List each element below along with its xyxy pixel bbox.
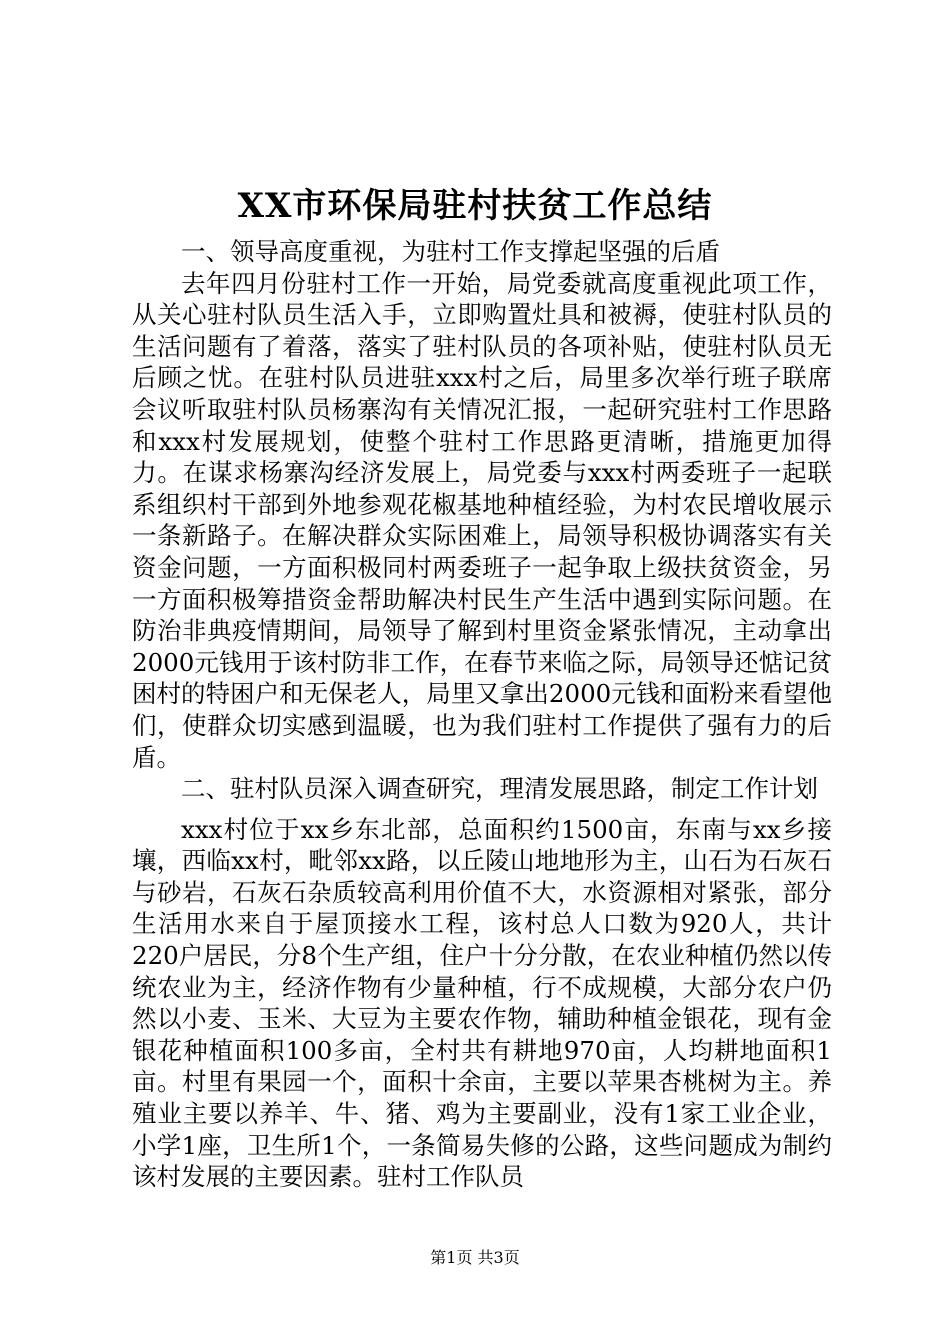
page-footer: 第1页 共3页 — [430, 1248, 520, 1267]
section-heading-1: 一、领导高度重视，为驻村工作支撑起坚强的后盾 — [181, 237, 720, 266]
section-heading-2: 二、驻村队员深入调查研究，理清发展思路，制定工作计划 — [181, 774, 818, 804]
document-body — [132, 236, 832, 1193]
body-paragraph-2: xxx村位于xx乡东北部，总面积约1500亩，东南与xx乡接壤，西临xx村，毗邻xx路，以丘陵山地地形为主，山石为石灰石与砂岩，石灰石杂质较高利用价值不大，水资源相对紧张，部分生活用水来自于屋顶接水工程，该村总人口数为920人，共计220户居民，分8个生产组，住户十分分散，在农业种植仍然以传统农业为主，经济作物有少量种植，行不成规模，大部分农户仍然以小麦、玉米、大豆为主要农作物，辅助种植金银花，现有金银花种植面积100多亩，全村共有耕地970亩，人均耕地面积1亩。村里有果园一个，面积十余亩，主要以苹果杏桃树为主。养殖业主要以养羊、牛、猪、鸡为主要副业，没有1家工业企业，小学1座，卫生所1个，一条简易失修的公路，这些问题成为制约该村发展的主要因素。驻村工作队员 — [132, 814, 832, 1192]
document-title: XX市环保局驻村扶贫工作总结 — [237, 186, 713, 226]
body-paragraph-1: 去年四月份驻村工作一开始，局党委就高度重视此项工作，从关心驻村队员生活入手，立即购置灶具和被褥，使驻村队员的生活问题有了着落，落实了驻村队员的各项补贴，使驻村队员无后顾之忧。在驻村队员进驻xxx村之后，局里多次举行班子联席会议听取驻村队员杨寨沟有关情况汇报，一起研究驻村工作思路和xxx村发展规划，使整个驻村工作思路更清晰，措施更加得力。在谋求杨寨沟经济发展上，局党委与xxx村两委班子一起联系组织村干部到外地参观花椒基地种植经验，为村农民增收展示一条新路子。在解决群众实际困难上，局领导积极协调落实有关资金问题，一方面积极同村两委班子一起争取上级扶贫资金，另一方面积极筹措资金帮助解决村民生产生活中遇到实际问题。在防治非典疫情期间，局领导了解到村里资金紧张情况，主动拿出2000元钱用于该村防非工作，在春节来临之际，局领导还惦记贫困村的特困户和无保老人，局里又拿出2000元钱和面粉来看望他们，使群众切实感到温暖，也为我们驻村工作提供了强有力的后盾。 — [132, 268, 832, 772]
